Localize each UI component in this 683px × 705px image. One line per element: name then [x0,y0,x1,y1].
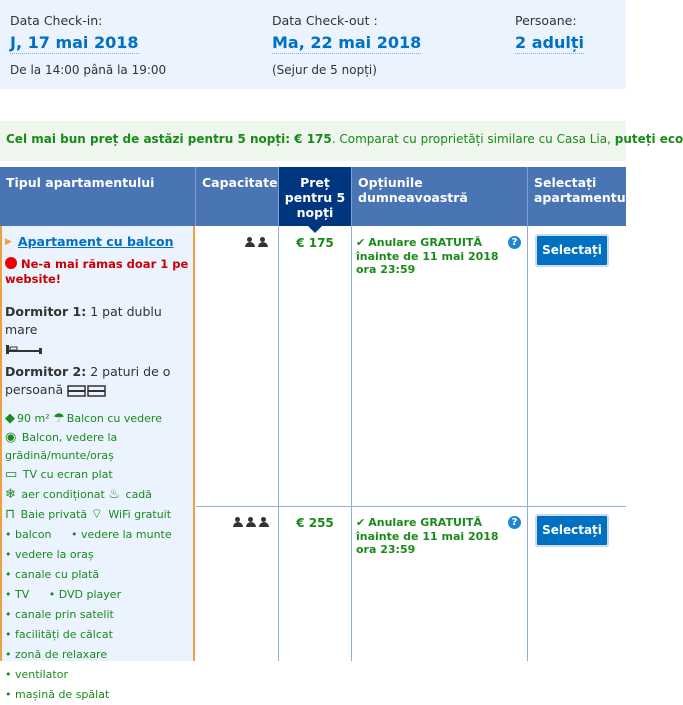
select-button-row-1[interactable]: Selectați [535,234,609,267]
bedroom-1 [5,303,190,357]
person-icon [245,517,257,527]
caret-right-icon: ▶ [5,236,12,247]
ac-text: aer condiționat [21,488,105,501]
tv-text: TV cu ecran plat [22,468,113,481]
info-icon[interactable]: ? [508,236,521,249]
shower-icon: ⊓ [5,507,16,522]
room-name-link[interactable]: Apartament cu balcon [17,234,174,249]
wifi-text: WiFi gratuit [108,508,172,521]
best-price-banner [0,121,683,161]
best-price-bold: Cel mai bun preț de astăzi pentru 5 nopți: € 175 [6,132,332,146]
bedroom-2-text: 2 paturi de o persoană [5,364,171,397]
table-header [0,167,630,226]
divider [278,226,279,661]
tv-icon: ▭ [5,467,18,482]
checkin-block [10,13,166,77]
capacity-3-persons [232,516,271,530]
room-name [5,234,190,249]
check-icon: ✔ [356,236,366,249]
bath-text: cadă [125,488,153,501]
capacity-2-persons [244,236,270,250]
th-type: Tipul apartamentului [0,167,196,226]
checkout-block [272,13,421,77]
facility-row [5,485,190,505]
persons-value[interactable]: 2 adulți [515,33,584,52]
wifi-icon: ⌔ [90,507,103,522]
amenity-item: • canale prin satelit [5,608,114,621]
umbrella-icon: ☂ [53,411,65,426]
alert-dot-icon [5,257,17,269]
th-options: Opțiunile dumneavoastră [352,167,528,226]
bedroom-1-text: 1 pat dublu mare [5,304,162,337]
amenity-item: • vedere la oraș [5,548,94,561]
stay-length: (Sejur de 5 nopți) [272,63,377,77]
room-type-cell [0,226,195,701]
person-icon [257,237,269,247]
bathtub-icon: ♨ [108,487,121,502]
amenity-item: • facilități de călcat [5,628,113,641]
amenity-item: • mașină de spălat [5,688,110,701]
facilities [5,409,190,525]
amenity-item: • DVD player [48,588,122,601]
facility-row [5,465,190,485]
check-icon: ✔ [356,516,366,529]
select-button-row-2[interactable]: Selectați [535,514,609,547]
person-icon [232,517,244,527]
checkin-hours: De la 14:00 până la 19:00 [10,63,167,77]
checkin-date[interactable]: J, 17 mai 2018 [10,33,139,52]
bedroom-2 [5,363,190,399]
checkout-label: Data Check-out : [272,13,378,28]
divider [527,226,528,661]
single-beds-icon [67,385,107,397]
view-text: Balcon, vedere la grădină/munte/oraș [5,431,118,462]
cancel-text: Anulare GRATUITĂ înainte de 11 mai 2018 ora 23:59 [356,236,499,276]
bedroom-2-label: Dormitor 2: [5,364,87,379]
amenity-item: • canale cu plată [5,568,100,581]
facility-row [5,505,190,525]
th-price: Preț pentru 5 nopți [279,167,352,226]
best-price-bold2: puteți eco [614,132,683,146]
best-price-text: . Comparat cu proprietăți similare cu Casa Lia, [331,132,615,146]
amenity-item: • ventilator [5,668,68,681]
cancel-option-row-1 [356,236,521,277]
room-area: 90 m² [17,412,50,425]
amenity-bullets [5,525,190,705]
bedroom-1-label: Dormitor 1: [5,304,87,319]
divider [351,226,352,661]
person-icon [244,237,256,247]
double-bed-icon [5,343,43,355]
dates-bar [0,0,626,89]
amenity-item: • vedere la munte [71,528,172,541]
amenity-item: • balcon [5,528,52,541]
availability-text: Ne-a mai rămas doar 1 pe website! [5,257,189,286]
info-icon[interactable]: ? [508,516,521,529]
row-divider [196,506,626,507]
facility-row [5,429,190,465]
persons-block [515,13,584,54]
price-row-2: € 255 [296,516,334,530]
price-row-1: € 175 [296,236,334,250]
amenity-item: • TV [5,588,30,601]
private-bath-text: Baie privată [20,508,88,521]
th-capacity: Capacitate [196,167,279,226]
checkin-label: Data Check-in: [10,13,103,28]
facility-row [5,409,190,429]
balcony-view: Balcon cu vedere [66,412,162,425]
th-select: Selectați apartamentul [534,175,630,205]
cancel-text: Anulare GRATUITĂ înainte de 11 mai 2018 ora 23:59 [356,516,499,556]
amenity-item: • zonă de relaxare [5,648,108,661]
persons-label: Persoane: [515,13,577,28]
snowflake-icon: ❄ [5,487,16,502]
checkout-date[interactable]: Ma, 22 mai 2018 [272,33,422,52]
area-icon: ◆ [5,411,15,426]
person-icon [258,517,270,527]
cancel-option-row-2 [356,516,521,557]
availability-warning [5,257,190,287]
eye-icon: ◉ [5,430,17,445]
